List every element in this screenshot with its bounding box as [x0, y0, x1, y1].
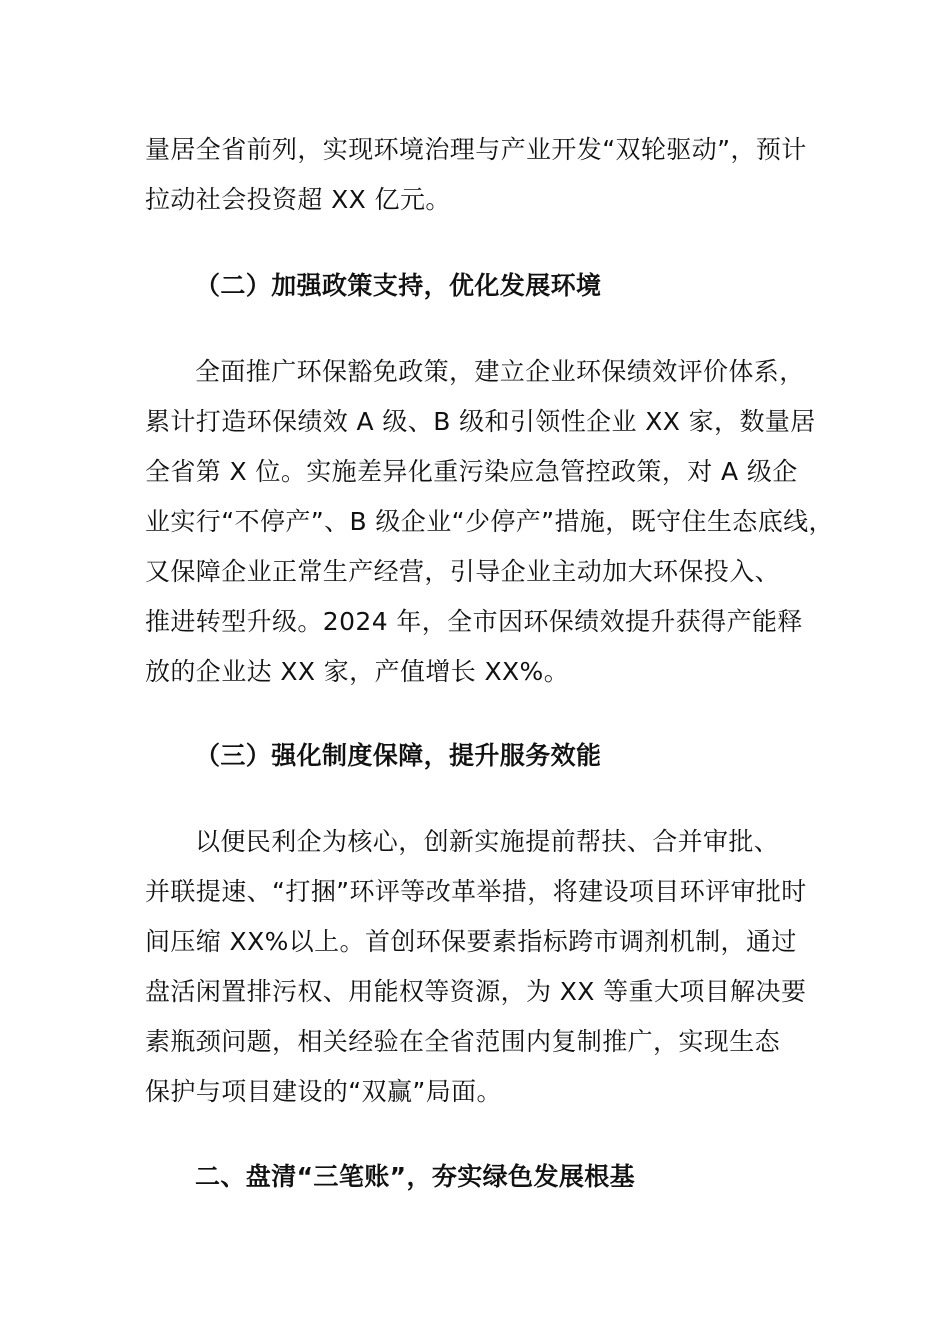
para2-line-5: 又保障企业正常生产经营，引导企业主动加大环保投入、 — [145, 557, 781, 586]
para1-line-1: 量居全省前列，实现环境治理与产业开发“双轮驱动”，预计 — [145, 135, 807, 164]
heading-section-2: 二、盘清“三笔账”，夯实绿色发展根基 — [195, 1162, 636, 1191]
para3-line-2: 并联提速、“打捆”环评等改革举措，将建设项目环评审批时 — [145, 877, 807, 906]
para3-line-1: 以便民利企为核心，创新实施提前帮扶、合并审批、 — [195, 827, 780, 856]
para2-line-7: 放的企业达 XX 家，产值增长 XX%。 — [145, 657, 570, 686]
para1-line-2: 拉动社会投资超 XX 亿元。 — [145, 185, 451, 214]
para2-line-3: 全省第 X 位。实施差异化重污染应急管控政策，对 A 级企 — [145, 457, 798, 486]
heading-subsection-2: （二）加强政策支持，优化发展环境 — [195, 271, 602, 300]
para3-line-4: 盘活闲置排污权、用能权等资源，为 XX 等重大项目解决要 — [145, 977, 807, 1006]
heading-subsection-3: （三）强化制度保障，提升服务效能 — [195, 741, 602, 770]
para3-line-5: 素瓶颈问题，相关经验在全省范围内复制推广，实现生态 — [145, 1027, 781, 1056]
para3-line-3: 间压缩 XX%以上。首创环保要素指标跨市调剂机制，通过 — [145, 927, 797, 956]
para2-line-6: 推进转型升级。2024 年，全市因环保绩效提升获得产能释 — [145, 607, 803, 636]
para2-line-2: 累计打造环保绩效 A 级、B 级和引领性企业 XX 家，数量居 — [145, 407, 816, 436]
para2-line-4: 业实行“不停产”、B 级企业“少停产”措施，既守住生态底线， — [145, 507, 834, 536]
para2-line-1: 全面推广环保豁免政策，建立企业环保绩效评价体系， — [195, 357, 805, 386]
para3-line-6: 保护与项目建设的“双赢”局面。 — [145, 1077, 502, 1106]
